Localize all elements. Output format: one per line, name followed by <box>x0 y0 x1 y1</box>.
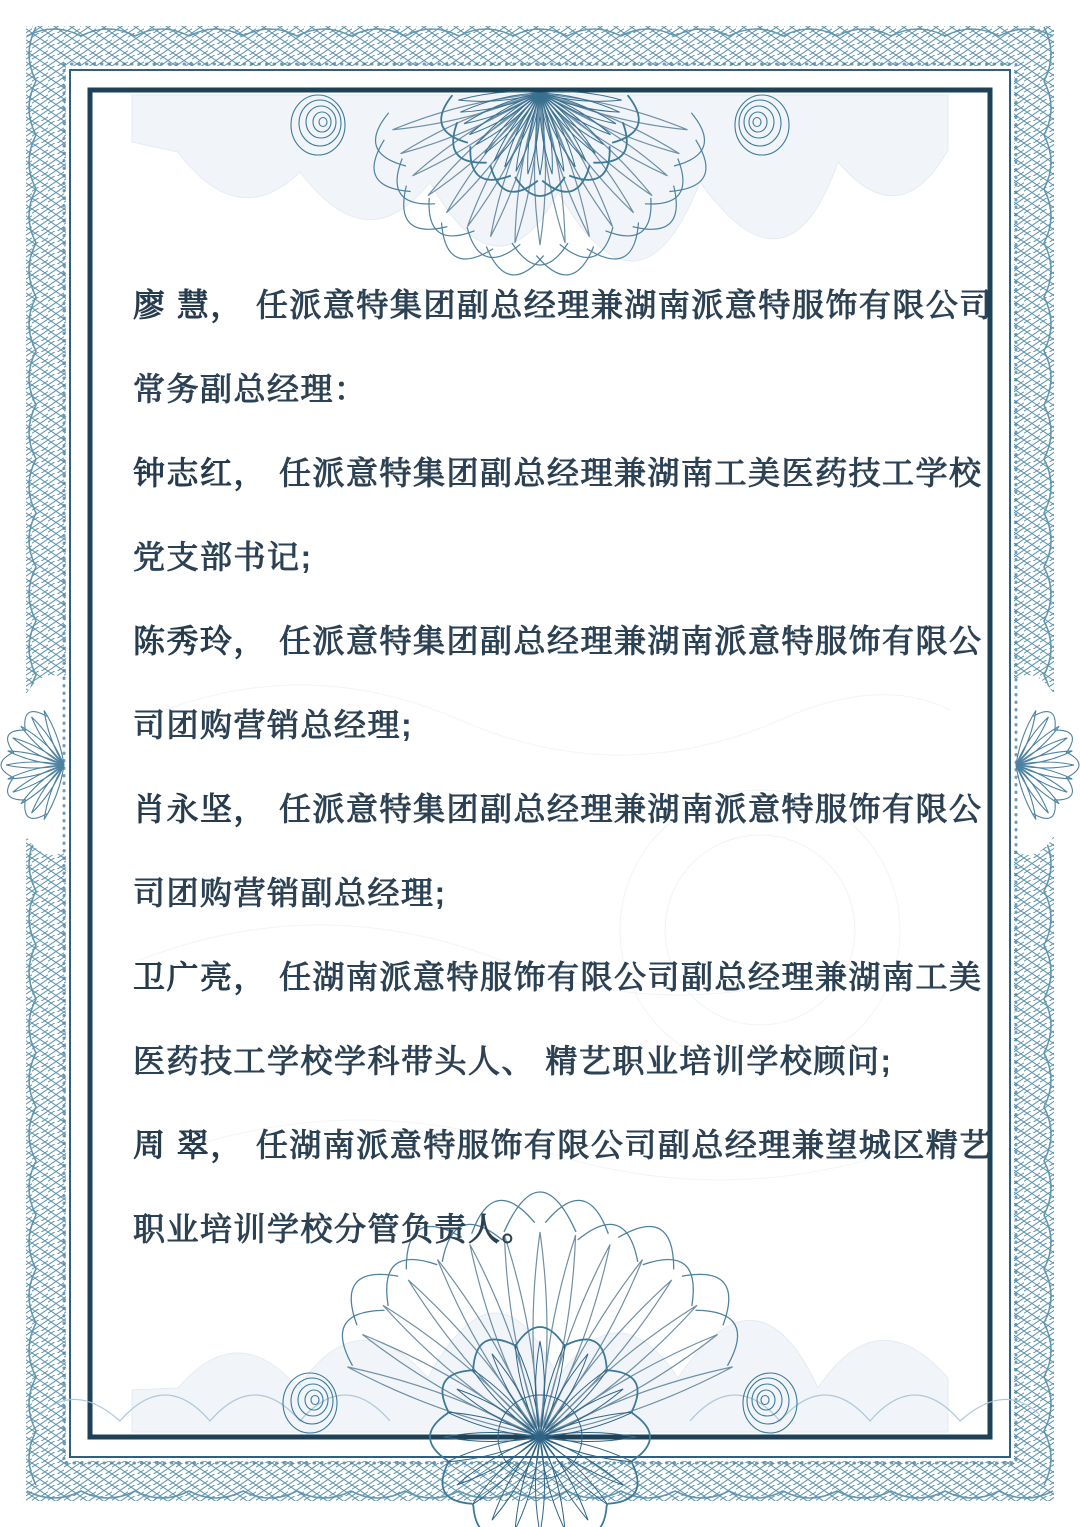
appointment-line <box>133 683 969 767</box>
appointment-text: 任湖南派意特服饰有限公司副总经理兼湖南工美 <box>279 959 983 995</box>
appointment-text: 任派意特集团副总经理兼湖南派意特服饰有限公 <box>279 623 983 659</box>
appointment-line <box>133 935 983 1019</box>
person-name: 廖 慧， <box>133 287 244 323</box>
person-name: 卫广亮， <box>133 959 268 995</box>
appointment-line <box>133 599 983 683</box>
appointment-line <box>133 515 969 599</box>
appointment-text: 党支部书记; <box>133 539 313 575</box>
appointment-line <box>133 1019 969 1103</box>
appointment-line <box>133 851 969 935</box>
appointment-line <box>133 1187 969 1271</box>
appointment-text: 任湖南派意特服饰有限公司副总经理兼望城区精艺 <box>255 1127 993 1163</box>
person-name: 肖永坚， <box>133 791 268 827</box>
appointment-line <box>133 767 983 851</box>
person-name: 周 翠， <box>133 1127 244 1163</box>
appointment-text: 任派意特集团副总经理兼湖南派意特服饰有限公司 <box>255 287 993 323</box>
appointment-line <box>133 1103 993 1187</box>
appointment-text: 医药技工学校学科带头人、 精艺职业培训学校顾问; <box>133 1043 893 1079</box>
appointment-line <box>133 263 993 347</box>
appointment-text: 司团购营销副总经理; <box>133 875 447 911</box>
appointment-text: 司团购营销总经理; <box>133 707 414 743</box>
appointment-text: 任派意特集团副总经理兼湖南派意特服饰有限公 <box>279 791 983 827</box>
appointment-text-block <box>133 263 993 1271</box>
appointment-text: 任派意特集团副总经理兼湖南工美医药技工学校 <box>279 455 983 491</box>
appointment-text: 常务副总经理： <box>133 371 368 407</box>
appointment-line <box>133 431 983 515</box>
appointment-text: 职业培训学校分管负责人。 <box>133 1211 536 1247</box>
appointment-line <box>133 347 969 431</box>
person-name: 钟志红， <box>133 455 268 491</box>
person-name: 陈秀玲， <box>133 623 268 659</box>
